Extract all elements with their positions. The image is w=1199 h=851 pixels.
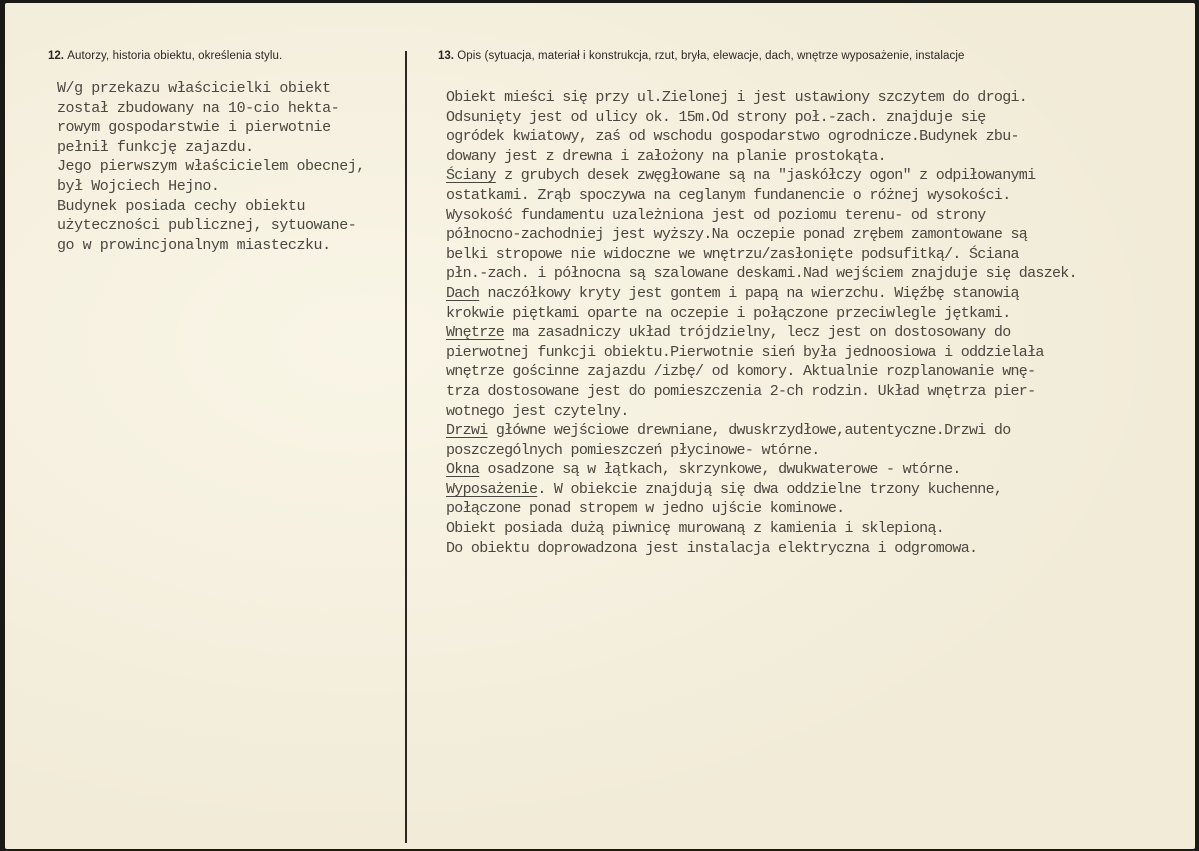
description-line [446,127,1077,147]
description-line [446,441,1077,461]
description-text-span: Wysokość fundamentu uzależniona jest od poziomu terenu- od strony [446,206,986,224]
section-13-number: 13. [438,50,454,62]
description-text [446,88,1077,558]
history-line: W/g przekazu właścicielki obiekt [57,80,331,97]
description-text-span: Obiekt mieści się przy ul.Zielonej i jest ustawiony szczytem do drogi. [446,89,1028,106]
description-line [446,206,1077,226]
description-text-span: naczółkowy kryty jest gontem i papą na wierzchu. Więźbę stanowią [479,284,1019,302]
description-text-span: ma zasadniczy układ trójdzielny, lecz jest on dostosowany do [504,324,1011,342]
description-text-span: pierwotnej funkcji obiektu.Pierwotnie sień była jednoosiowa i oddzielała [446,343,1044,361]
history-line: go w prowincjonalnym miasteczku. [57,236,331,254]
history-line: Budynek posiada cechy obiektu [57,197,305,215]
description-text-span: Obiekt posiada dużą piwnicę murowaną z kamienia i sklepioną. [446,520,945,538]
description-line [446,499,1077,519]
description-label: Wyposażenie [446,480,538,498]
section-12-title: Autorzy, historia obiektu, określenia stylu. [67,50,283,62]
description-line [446,421,1077,441]
description-label: Wnętrze [446,324,505,342]
description-line [446,460,1077,480]
description-line [446,343,1077,363]
description-text-span: poszczególnych pomieszczeń płycinowe- wtórne. [446,441,820,459]
description-text-span: dowany jest z drewna i założony na planie prostokąta. [446,147,886,165]
description-text-span: główne wejściowe drewniane, dwuskrzydłowe,autentyczne.Drzwi do [487,422,1011,440]
description-line [446,186,1077,206]
description-line [446,480,1077,500]
section-12-header [48,50,282,62]
description-line [446,264,1077,284]
description-line [446,323,1077,343]
description-text-span: Odsunięty jest od ulicy ok. 15m.Od strony poł.-zach. znajduje się [446,108,986,126]
description-text-span: ogródek kwiatowy, zaś od wschodu gospodarstwo ogrodnicze.Budynek zbu- [446,128,1019,146]
description-label: Dach [446,284,480,302]
description-text-span: ostatkami. Zrąb spoczywa na ceglanym fundanencie o różnej wysokości. [446,186,1011,204]
description-text-span: osadzone są w łątkach, skrzynkowe, dwukwaterowe - wtórne. [479,461,961,479]
description-line [446,108,1077,128]
description-line [446,225,1077,245]
description-line [446,539,1077,559]
history-line: Jego pierwszym właścicielem obecnej, [57,158,365,176]
description-text-span: wotnego jest czytelny. [446,402,629,420]
description-label: Okna [446,461,480,479]
description-text-span: połączone ponad stropem w jedno ujście kominowe. [446,500,845,518]
description-text-span: trza dostosowane jest do pomieszczenia 2-ch rodzin. Układ wnętrza pier- [446,382,1036,400]
history-line: pełnił funkcję zajazdu. [57,138,254,156]
description-line [446,245,1077,265]
description-text-span: z grubych desek zwęgłowane są na "jaskółczy ogon" z odpiłowanymi [495,167,1036,185]
description-label: Drzwi [446,422,488,440]
record-card [5,3,1195,849]
description-text-span: północno-zachodniej jest wyższy.Na oczepie ponad zrębem zamontowane są [446,226,1028,244]
history-text [57,79,365,255]
description-line [446,166,1077,186]
description-text-span: belki stropowe nie widoczne we wnętrzu/zasłonięte podsufitką/. Ściana [446,245,1019,263]
description-line [446,284,1077,304]
description-label: Ściany [446,167,496,185]
description-text-span: Do obiektu doprowadzona jest instalacja elektryczna i odgromowa. [446,539,978,557]
description-text-span: płn.-zach. i północna są szalowane deskami.Nad wejściem znajduje się daszek. [446,265,1077,283]
description-line [446,382,1077,402]
section-13-title: Opis (sytuacja, materiał i konstrukcja, rzut, bryła, elewacje, dach, wnętrze wyposażenie, instalacje [457,50,965,62]
description-line [446,88,1077,108]
description-line [446,402,1077,422]
description-line [446,147,1077,167]
description-text-span: . W obiekcie znajdują się dwa oddzielne trzony kuchenne, [537,480,1003,498]
description-line [446,362,1077,382]
description-line [446,304,1077,324]
description-text-span: wnętrze gościnne zajazdu /izbę/ od komory. Aktualnie rozplanowanie wnę- [446,363,1036,381]
history-line: był Wojciech Hejno. [57,177,220,195]
history-line: użyteczności publicznej, sytuowane- [57,217,357,235]
section-13-header [438,50,964,62]
history-line: został zbudowany na 10-cio hekta- [57,99,340,117]
description-line [446,519,1077,539]
history-line: rowym gospodarstwie i pierwotnie [57,119,331,137]
column-divider [405,51,407,843]
section-12-number: 12. [48,50,64,62]
description-text-span: krokwie piętkami oparte na oczepie i połączone przeciwlegle jętkami. [446,304,1011,322]
